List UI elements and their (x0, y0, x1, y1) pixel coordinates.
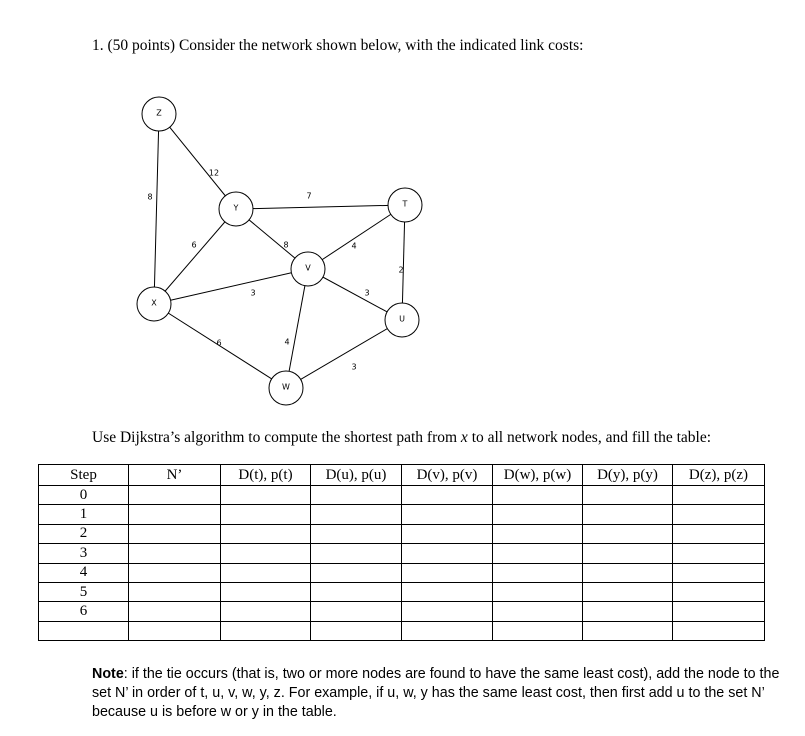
table-cell (129, 486, 221, 505)
step-cell: 3 (39, 544, 129, 563)
edge-cost-label: 4 (351, 241, 357, 251)
table-cell (129, 602, 221, 621)
edge-cost-label: 8 (147, 192, 153, 202)
table-cell (673, 544, 765, 563)
edge-cost-label: 12 (208, 168, 220, 178)
edge-x-v (154, 269, 308, 304)
table-cell (583, 486, 673, 505)
step-cell: 0 (39, 486, 129, 505)
column-header: D(v), p(v) (402, 465, 493, 486)
table-cell (221, 621, 311, 640)
edge-cost-label: 2 (398, 265, 404, 275)
table-cell (311, 602, 402, 621)
table-cell (673, 486, 765, 505)
table-cell (311, 621, 402, 640)
table-header-row (39, 465, 765, 486)
edge-cost-label: 3 (351, 362, 357, 372)
table-cell (221, 582, 311, 601)
question-text: Consider the network shown below, with the indicated link costs: (178, 37, 584, 54)
table-cell (493, 524, 583, 543)
table-cell (311, 544, 402, 563)
table-cell (583, 563, 673, 582)
table-cell (311, 524, 402, 543)
note-paragraph (92, 665, 792, 722)
edge-z-x (154, 114, 159, 304)
edge-y-x (154, 209, 236, 304)
table-cell (311, 582, 402, 601)
table-cell (221, 486, 311, 505)
step-cell: 4 (39, 563, 129, 582)
table-row (39, 602, 765, 621)
table-cell (129, 621, 221, 640)
edge-cost-label: 3 (250, 288, 256, 298)
question-number: 1. (92, 37, 104, 54)
table-cell (493, 505, 583, 524)
node-label: U (399, 314, 405, 324)
table-cell (493, 602, 583, 621)
column-header: Step (39, 465, 129, 486)
note-label: Note (92, 666, 124, 682)
edge-cost-label: 6 (191, 240, 197, 250)
edge-cost-label: 8 (283, 240, 289, 250)
table-cell (673, 505, 765, 524)
table-cell (583, 602, 673, 621)
table-row (39, 486, 765, 505)
table-row (39, 524, 765, 543)
edge-v-w (286, 269, 308, 388)
table-row (39, 505, 765, 524)
edge-cost-label: 6 (216, 338, 222, 348)
table-cell (311, 563, 402, 582)
table-cell (493, 544, 583, 563)
table-cell (673, 563, 765, 582)
table-cell (583, 505, 673, 524)
node-label: Z (156, 108, 162, 118)
table-cell (402, 544, 493, 563)
edge-z-y (159, 114, 236, 209)
instruction-source-node: x (460, 429, 468, 446)
table-row (39, 621, 765, 640)
column-header: D(w), p(w) (493, 465, 583, 486)
table-row (39, 544, 765, 563)
column-header: D(u), p(u) (311, 465, 402, 486)
table-cell (402, 486, 493, 505)
table-cell (402, 582, 493, 601)
node-label: T (402, 199, 408, 209)
node-label: V (305, 263, 311, 273)
edge-y-t (236, 205, 405, 209)
table-row (39, 563, 765, 582)
table-cell (493, 582, 583, 601)
table-cell (402, 505, 493, 524)
table-cell (402, 524, 493, 543)
column-header: D(t), p(t) (221, 465, 311, 486)
instruction-before: Use Dijkstra’s algorithm to compute the shortest path from (92, 429, 461, 446)
column-header: D(y), p(y) (583, 465, 673, 486)
question-points: (50 points) (107, 37, 176, 54)
table-cell (673, 621, 765, 640)
step-cell: 1 (39, 505, 129, 524)
table-cell (402, 621, 493, 640)
table-cell (673, 582, 765, 601)
table-row (39, 582, 765, 601)
edge-cost-label: 4 (284, 337, 290, 347)
step-cell: 2 (39, 524, 129, 543)
table-cell (221, 563, 311, 582)
table-cell (311, 505, 402, 524)
table-cell (129, 505, 221, 524)
edge-cost-label: 3 (364, 288, 370, 298)
table-cell (221, 524, 311, 543)
table-cell (129, 524, 221, 543)
table-cell (311, 486, 402, 505)
table-cell (129, 563, 221, 582)
instruction-after: to all network nodes, and fill the table: (467, 429, 712, 446)
table-cell (129, 544, 221, 563)
table-cell (221, 544, 311, 563)
step-cell (39, 621, 129, 640)
column-header: N’ (129, 465, 221, 486)
note-text: : if the tie occurs (that is, two or more nodes are found to have the same least cost), add the node to the set N’ in order of t, u, v, w, y, z. For example, if u, w, y has the same least cost, then first add u to the set N’ because u is before w or y in the table. (92, 666, 780, 720)
table-cell (402, 602, 493, 621)
table-cell (402, 563, 493, 582)
column-header: D(z), p(z) (673, 465, 765, 486)
table-cell (221, 602, 311, 621)
step-cell: 5 (39, 582, 129, 601)
table-cell (673, 524, 765, 543)
edge-w-u (286, 320, 402, 388)
edge-cost-label: 7 (306, 191, 312, 201)
table-cell (583, 524, 673, 543)
table-cell (583, 582, 673, 601)
table-cell (583, 621, 673, 640)
table-cell (493, 563, 583, 582)
node-label: Y (233, 203, 239, 213)
table-cell (493, 621, 583, 640)
table-cell (493, 486, 583, 505)
node-label: W (282, 382, 290, 392)
table-cell (673, 602, 765, 621)
dijkstra-table (38, 464, 765, 641)
table-cell (583, 544, 673, 563)
table-cell (129, 582, 221, 601)
instruction-text (92, 429, 711, 447)
table-cell (221, 505, 311, 524)
step-cell: 6 (39, 602, 129, 621)
node-label: X (151, 298, 157, 308)
